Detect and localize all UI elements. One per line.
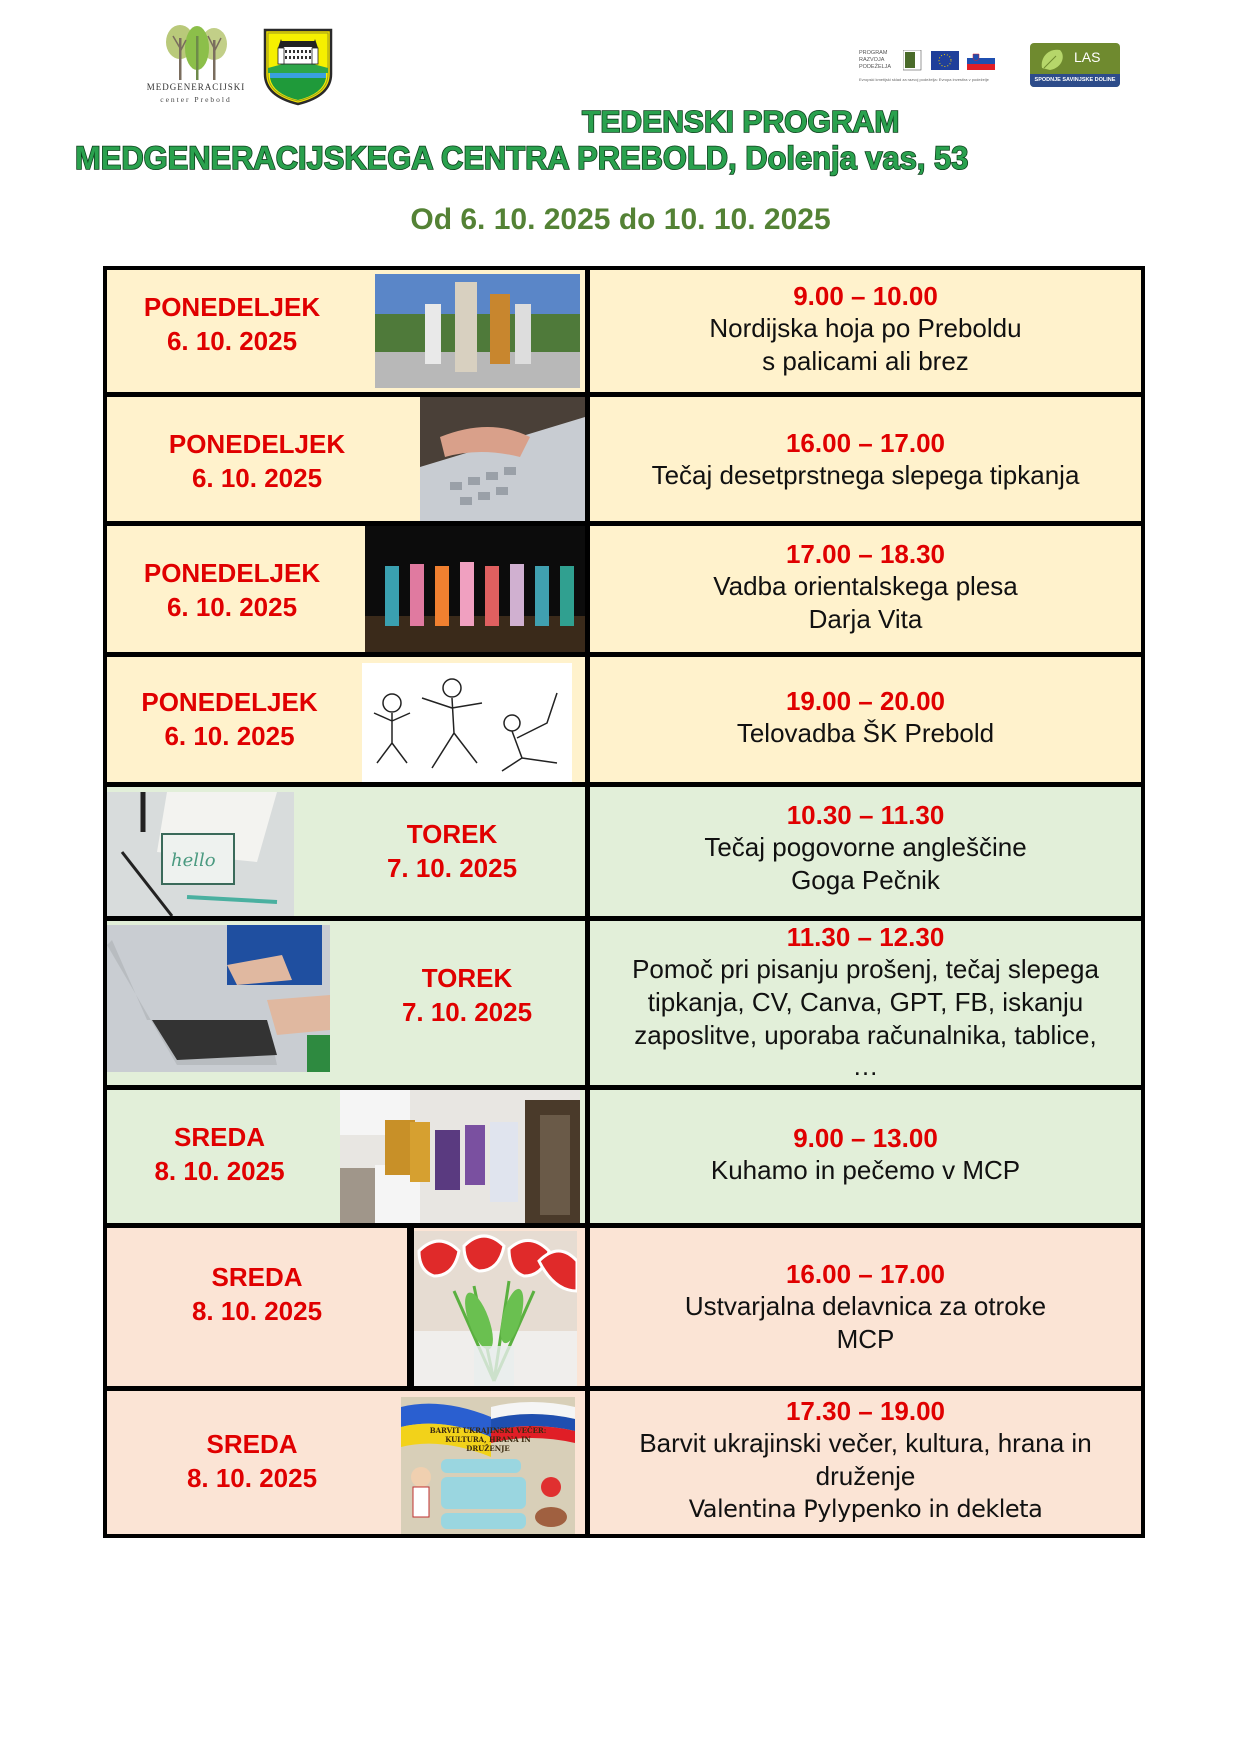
image-border <box>407 1228 414 1386</box>
activity-description: Vadba orientalskega plesa <box>713 571 1018 601</box>
activity-time: 19.00 – 20.00 <box>785 686 946 716</box>
activity-time: 16.00 – 17.00 <box>785 428 946 458</box>
slovenia-flag-icon <box>967 52 995 70</box>
day-cell <box>107 526 585 652</box>
las-subtitle: SPODNJE SAVINJSKE DOLINE <box>1030 74 1120 87</box>
activity-description: druženje <box>815 1461 916 1491</box>
rural-development-program-logo <box>851 47 996 85</box>
day-cell <box>107 657 585 782</box>
activity-host: Valentina Pylypenko in dekleta <box>688 1495 1043 1523</box>
handprint-tulips-photo <box>414 1231 577 1386</box>
svg-text:hello: hello <box>171 850 216 871</box>
exercise-sketch-image <box>362 663 572 782</box>
activity-description: Nordijska hoja po Preboldu <box>709 313 1022 343</box>
activity-cell <box>590 657 1141 782</box>
schedule-row <box>107 921 1141 1085</box>
page-title: TEDENSKI PROGRAM <box>582 104 900 139</box>
day-cell <box>107 1090 585 1223</box>
activity-description: Ustvarjalna delavnica za otroke <box>684 1291 1047 1321</box>
activity-cell <box>590 921 1141 1085</box>
activity-cell <box>590 787 1141 916</box>
activity-description: s palicami ali brez <box>762 346 969 376</box>
activity-description: zaposlitve, uporaba računalnika, tablice, <box>634 1020 1097 1050</box>
activity-time: 9.00 – 10.00 <box>793 281 938 311</box>
eu-flag-icon <box>931 51 959 70</box>
program-logo-caption: Evropski kmetijski sklad za razvoj podeželja: Evropa investira v podeželje <box>859 77 989 82</box>
day-label: SREDA 8. 10. 2025 <box>191 1262 323 1326</box>
svg-text:BARVIT UKRAJINSKI VEČER:: BARVIT UKRAJINSKI VEČER: <box>429 1426 547 1435</box>
hello-card-photo <box>107 792 294 916</box>
activity-description: Kuhamo in pečemo v MCP <box>710 1155 1021 1185</box>
activity-cell <box>590 270 1141 392</box>
leader-logo-icon <box>903 50 921 70</box>
day-cell <box>107 787 585 916</box>
schedule-row <box>107 526 1141 652</box>
trees-logo-icon <box>166 22 228 80</box>
prebold-coat-of-arms-icon <box>263 28 333 106</box>
nordic-walking-photo <box>375 274 580 388</box>
schedule-table <box>103 266 1145 1538</box>
activity-description: tipkanja, CV, Canva, GPT, FB, iskanju <box>647 987 1084 1017</box>
day-label: PONEDELJEK 6. 10. 2025 <box>168 429 346 493</box>
day-label: PONEDELJEK 6. 10. 2025 <box>141 687 318 751</box>
day-cell <box>107 397 585 521</box>
day-cell <box>107 921 585 1085</box>
day-cell <box>107 1228 585 1386</box>
day-cell <box>107 1391 585 1534</box>
day-label: PONEDELJEK 6. 10. 2025 <box>143 558 321 622</box>
activity-time: 11.30 – 12.30 <box>786 922 945 952</box>
day-label: TOREK 7. 10. 2025 <box>386 819 518 883</box>
oriental-dance-photo <box>365 526 585 652</box>
ukrainian-evening-poster <box>401 1397 575 1534</box>
date-range: Od 6. 10. 2025 do 10. 10. 2025 <box>410 203 831 236</box>
schedule-row <box>107 1391 1141 1534</box>
day-cell <box>107 270 585 392</box>
mcp-logo-title: MEDGENERACIJSKI <box>146 82 246 92</box>
activity-description: Tečaj desetprstnega slepega tipkanja <box>651 460 1080 490</box>
schedule-row <box>107 787 1141 916</box>
activity-cell <box>590 1090 1141 1223</box>
schedule-row <box>107 1090 1141 1223</box>
kitchen-cooking-photo <box>340 1090 580 1223</box>
activity-time: 17.30 – 19.00 <box>785 1396 946 1426</box>
svg-text:DRUŽENJE: DRUŽENJE <box>466 1444 510 1453</box>
activity-description: MCP <box>836 1324 895 1354</box>
schedule-row <box>107 657 1141 782</box>
activity-description: Darja Vita <box>808 604 923 634</box>
mcp-logo-subtitle: center Prebold <box>160 95 232 104</box>
day-label: PONEDELJEK 6. 10. 2025 <box>143 292 321 356</box>
day-label: SREDA 8. 10. 2025 <box>186 1429 318 1493</box>
activity-cell <box>590 397 1141 521</box>
activity-time: 16.00 – 17.00 <box>785 1259 946 1289</box>
schedule-row <box>107 270 1141 392</box>
svg-text:KULTURA, HRANA IN: KULTURA, HRANA IN <box>445 1435 531 1444</box>
las-logo <box>1030 43 1120 87</box>
program-logo-text: PROGRAM RAZVOJA PODEŽELJA <box>859 50 892 70</box>
activity-description: Goga Pečnik <box>791 865 940 895</box>
page-subtitle: MEDGENERACIJSKEGA CENTRA PREBOLD, Dolenja vas, 53 <box>75 140 969 176</box>
activity-cell <box>590 1391 1141 1534</box>
typing-keyboard-photo <box>420 397 585 521</box>
activity-time: 17.00 – 18.30 <box>785 539 946 569</box>
schedule-row <box>107 1228 1141 1386</box>
leaf-icon <box>1038 46 1068 74</box>
las-title: LAS <box>1074 49 1101 65</box>
mcp-logo <box>140 22 252 106</box>
activity-cell <box>590 526 1141 652</box>
schedule-row <box>107 397 1141 521</box>
activity-description: Tečaj pogovorne angleščine <box>704 832 1027 862</box>
activity-description: … <box>852 1051 879 1081</box>
laptop-help-photo <box>107 925 330 1072</box>
activity-description: Telovadba ŠK Prebold <box>736 718 995 748</box>
activity-description: Barvit ukrajinski večer, kultura, hrana in <box>639 1428 1092 1458</box>
activity-cell <box>590 1228 1141 1386</box>
activity-description: Pomoč pri pisanju prošenj, tečaj slepega <box>632 954 1099 984</box>
activity-time: 9.00 – 13.00 <box>793 1123 938 1153</box>
day-label: SREDA 8. 10. 2025 <box>154 1122 285 1186</box>
day-label: TOREK 7. 10. 2025 <box>401 963 533 1027</box>
activity-time: 10.30 – 11.30 <box>786 800 945 830</box>
